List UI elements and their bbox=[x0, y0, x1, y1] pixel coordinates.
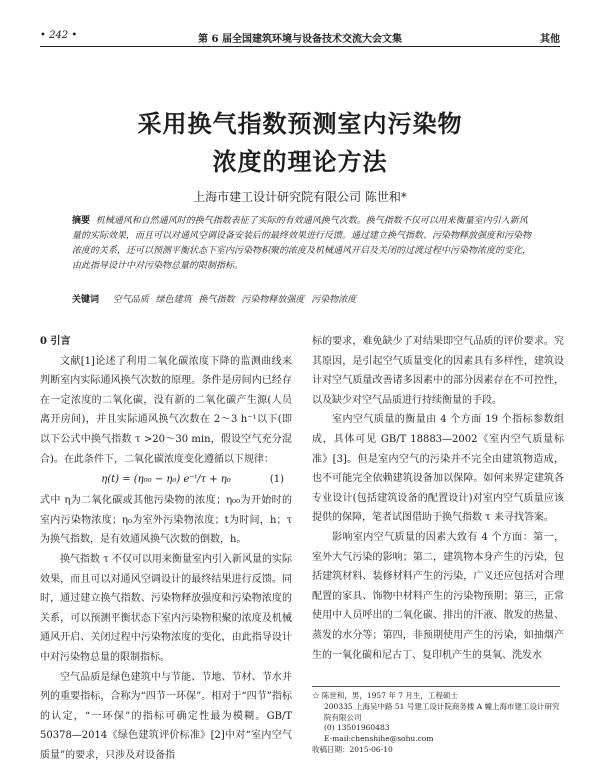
abstract-text: 机械通风和自然通风时的换气指数表征了实际的有效通风换气次数。换气指数不仅可以用来衡量室内引入新风量的实际效果，而且可以对通风空调设备安装后的最终效果进行反馈。通过建立换气指数、污染物释放强度和污染物浓度的关系，还可以预测平衡状态下室内污染物积聚的浓度及机械通风开启及关闭的过渡过程中污染物浓度的变化，由此指导设计中对污染物总量的限制指标。 bbox=[72, 216, 532, 271]
left-column bbox=[40, 332, 292, 765]
keywords-text: 空气品质 绿色建筑 换气指数 污染物释放强度 污染物浓度 bbox=[112, 295, 357, 305]
paragraph: 标的要求，难免缺少了对结果即空气品质的评价要求。究其原因，是引起空气质量变化的因素具有多样性，建筑设计对空气质量改善诸多因素中的部分因素存在不可控性，以及缺少对空气品质进行持续衡量的手段。 bbox=[312, 336, 564, 406]
footnote-line: ☆ 陈世和，男，1957 年 7 月生，工程硕士 bbox=[312, 691, 458, 700]
footnote-line: 200335 上海吴中路 51 号建工设计院商务楼 A 幢上海市建工设计研究院有限公司 bbox=[324, 701, 560, 722]
header-rule bbox=[40, 46, 560, 47]
paragraph: 文献[1]论述了利用二氧化碳浓度下降的监测曲线来判断室内实际通风换气次数的原理。条件是房间内已经存在一定浓度的二氧化碳，没有新的二氧化碳产生源(人员离开房间)，并且实际通风换气次数在 2～3 h⁻¹以下(即以下公式中换气指数 τ >20～30 min，假设空气充分混合)。在此条件下，二氧化碳浓度变化遵循以下规律： bbox=[40, 355, 292, 465]
running-header bbox=[40, 28, 560, 46]
equation-body: η(t) = (η₀₀ − η₀) e⁻ᵗ/τ + η₀ bbox=[101, 474, 231, 486]
paragraph: 式中 η为二氧化碳或其他污染物的浓度；η₀₀为开始时的室内污染物浓度；η₀为室外污染物浓度；t为时间，h；τ为换气指数，是有效通风换气次数的倒数，h。 bbox=[40, 495, 292, 546]
footnote-line: (0) 13501960483 bbox=[324, 723, 390, 733]
keywords-label: 关键词 bbox=[72, 295, 100, 305]
abstract-label: 摘要 bbox=[72, 216, 91, 226]
section-heading: 0 引言 bbox=[40, 336, 71, 347]
paragraph: 室内空气质量的衡量由 4 个方面 19 个指标参数组成，具体可见 GB/T 18883—2002《室内空气质量标准》[3]。但是室内空气的污染并不完全由建筑物造成，也不可能完全依赖建筑设备加以保障。如何来界定建筑各专业设计(包括建筑设备的配置设计)对室内空气质量应该提供的保障，笔者试图借助于换气指数 τ 来寻找答案。 bbox=[312, 414, 564, 524]
paragraph: 空气品质是绿色建筑中与节能、节地、节材、节水并列的重要指标，合称为“四节一环保”。相对于“四节”指标的认定，“一环保”的指标可确定性最为模糊。GB/T 50378—2014《绿色建筑评价标准》[2]中对“室内空气质量”的要求，只涉及对设备指 bbox=[40, 671, 292, 761]
right-column bbox=[312, 332, 564, 665]
paper-title-line2: 浓度的理论方法 bbox=[212, 147, 388, 176]
conference-title: 第 6 届全国建筑环境与设备技术交流大会文集 bbox=[198, 34, 402, 45]
paragraph: 换气指数 τ 不仅可以用来衡量室内引入新风量的实际效果，而且可以对通风空调设计的最终结果进行反馈。同时，通过建立换气指数、污染物释放强度和污染物浓度的关系，可以预测平衡状态下室内污染物积聚的浓度及机械通风开启、关闭过程中污染物浓度的变化，由此指导设计中对污染物总量的限制指标。 bbox=[40, 553, 292, 663]
footnote-email: E-mail:chenshihe@sohu.com bbox=[324, 734, 434, 744]
abstract bbox=[72, 214, 532, 274]
equation bbox=[40, 469, 292, 491]
paper-title-line1: 采用换气指数预测室内污染物 bbox=[137, 109, 463, 138]
footnote-line: 收稿日期：2015-06-10 bbox=[312, 744, 393, 754]
page-number: • 242 • bbox=[40, 30, 78, 41]
equation-number: (1) bbox=[269, 474, 284, 486]
category-label: 其他 bbox=[540, 34, 560, 45]
keywords bbox=[72, 292, 532, 305]
author-footnote bbox=[312, 686, 560, 756]
paragraph: 影响室内空气质量的因素大致有 4 个方面：第一，室外大气污染的影响；第二，建筑物本身产生的污染，包括建筑材料、装修材料产生的污染，广义还应包括对合理配置的家具、饰物中材料产生的污染物预期；第三，正常使用中人员呼出的二氧化碳、排出的汗液、散发的热量、蒸发的水分等；第四，非预期使用产生的污染，如抽烟产生的一氧化碳和尼古丁、复印机产生的臭氧、洗发水 bbox=[312, 531, 564, 661]
author-affiliation: 上海市建工设计研究院有限公司 陈世和* bbox=[193, 190, 407, 204]
